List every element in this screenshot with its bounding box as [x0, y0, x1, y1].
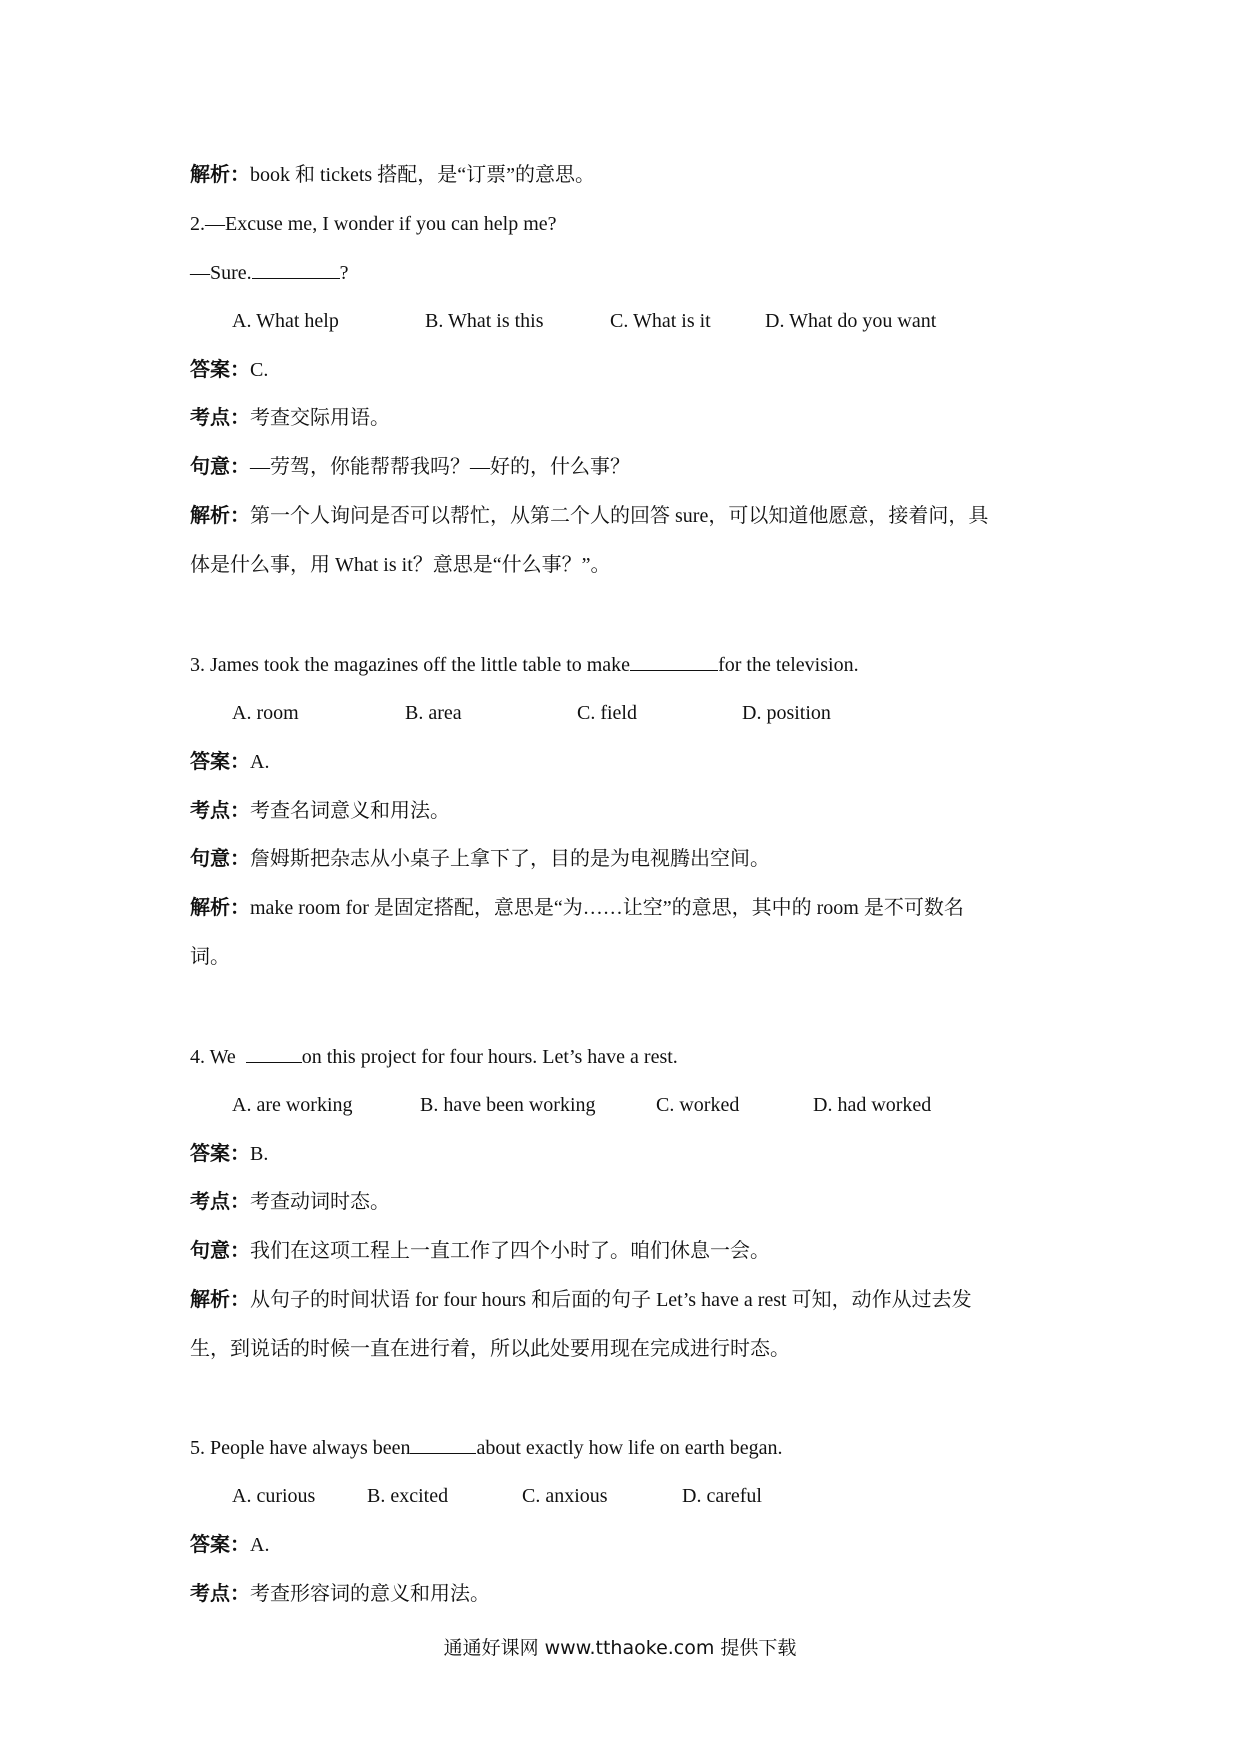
q4-analysis-cont: 生，到说话的时候一直在进行着，所以此处要用现在完成进行时态。: [190, 1338, 790, 1360]
q2-option-c: C. What is it: [610, 310, 711, 332]
test-point-text: 考查形容词的意义和用法。: [250, 1583, 490, 1605]
q2-meaning: [190, 453, 630, 481]
q2-test-point: [190, 404, 390, 432]
q4-test-point: [190, 1188, 390, 1216]
q2-option-d: D. What do you want: [765, 310, 937, 332]
meaning-text: 我们在这项工程上一直工作了四个小时了。咱们休息一会。: [250, 1240, 770, 1262]
q1-analysis: [190, 161, 595, 189]
q2-stem: 2.—Excuse me, I wonder if you can help me?: [190, 213, 557, 235]
answer-label: 答案：: [190, 1143, 250, 1165]
test-point-label: 考点：: [190, 1191, 250, 1213]
stem-before: 5. People have always been: [190, 1437, 411, 1459]
stem-before: 3. James took the magazines off the little table to make: [190, 654, 631, 676]
test-point-label: 考点：: [190, 1583, 250, 1605]
q5-option-b: B. excited: [367, 1485, 449, 1507]
q3-option-b: B. area: [405, 702, 462, 724]
answer-text: A.: [250, 751, 270, 773]
analysis-text: 第一个人询问是否可以帮忙，从第二个人的回答 sure，可以知道他愿意，接着问，具: [250, 505, 989, 527]
answer-blank: [246, 1042, 302, 1063]
q3-stem: [190, 650, 859, 679]
reply-after: ?: [339, 262, 349, 284]
answer-label: 答案：: [190, 1534, 250, 1556]
stem-after: for the television.: [718, 654, 859, 676]
answer-blank: [410, 1433, 476, 1454]
answer-text: A.: [250, 1534, 270, 1556]
answer-blank: [630, 650, 718, 671]
q3-meaning: [190, 845, 770, 873]
q3-option-a: A. room: [232, 702, 299, 724]
q4-analysis: [190, 1286, 972, 1314]
meaning-text: —劳驾，你能帮帮我吗？—好的，什么事？: [250, 456, 630, 478]
q5-answer: [190, 1531, 269, 1559]
stem-after: on this project for four hours. Let’s have a rest.: [301, 1046, 678, 1068]
analysis-label: 解析：: [190, 897, 250, 919]
meaning-label: 句意：: [190, 848, 250, 870]
q3-option-d: D. position: [742, 702, 831, 724]
q4-meaning: [190, 1237, 770, 1265]
q3-analysis: [190, 894, 964, 922]
answer-blank: [252, 258, 340, 279]
test-point-text: 考查交际用语。: [250, 407, 390, 429]
test-point-label: 考点：: [190, 800, 250, 822]
q3-answer: [190, 748, 269, 776]
meaning-label: 句意：: [190, 456, 250, 478]
stem-before: 4. We: [190, 1046, 236, 1068]
q4-stem: [190, 1042, 678, 1071]
analysis-label: 解析：: [190, 164, 250, 186]
answer-text: B.: [250, 1143, 269, 1165]
q3-analysis-cont: 词。: [190, 946, 230, 968]
q3-test-point: [190, 797, 450, 825]
q4-option-d: D. had worked: [813, 1094, 932, 1116]
q3-option-c: C. field: [577, 702, 637, 724]
q4-option-c: C. worked: [656, 1094, 740, 1116]
q4-option-b: B. have been working: [420, 1094, 596, 1116]
test-point-label: 考点：: [190, 407, 250, 429]
analysis-label: 解析：: [190, 1289, 250, 1311]
q2-analysis: [190, 502, 988, 530]
answer-label: 答案：: [190, 751, 250, 773]
q2-reply: [190, 258, 349, 287]
answer-label: 答案：: [190, 359, 250, 381]
q5-option-a: A. curious: [232, 1485, 316, 1507]
test-point-text: 考查动词时态。: [250, 1191, 390, 1213]
q4-option-a: A. are working: [232, 1094, 353, 1116]
analysis-text: 从句子的时间状语 for four hours 和后面的句子 Let’s have a rest 可知，动作从过去发: [250, 1289, 972, 1311]
q2-option-a: A. What help: [232, 310, 339, 332]
q5-stem: [190, 1433, 782, 1462]
q5-option-d: D. careful: [682, 1485, 762, 1507]
analysis-label: 解析：: [190, 505, 250, 527]
answer-text: C.: [250, 359, 269, 381]
q5-option-c: C. anxious: [522, 1485, 608, 1507]
analysis-text: make room for 是固定搭配，意思是“为……让空”的意思，其中的 room 是不可数名: [250, 897, 964, 919]
q2-analysis-cont: 体是什么事，用 What is it？意思是“什么事？”。: [190, 554, 611, 576]
analysis-text: book 和 tickets 搭配，是“订票”的意思。: [250, 164, 595, 186]
reply-before: —Sure.: [190, 262, 252, 284]
q2-option-b: B. What is this: [425, 310, 544, 332]
meaning-label: 句意：: [190, 1240, 250, 1262]
page-footer: 通通好课网 www.tthaoke.com 提供下载: [443, 1637, 797, 1659]
meaning-text: 詹姆斯把杂志从小桌子上拿下了，目的是为电视腾出空间。: [250, 848, 770, 870]
stem-after: about exactly how life on earth began.: [476, 1437, 783, 1459]
q4-answer: [190, 1140, 268, 1168]
q2-answer: [190, 356, 268, 384]
q5-test-point: [190, 1580, 490, 1608]
test-point-text: 考查名词意义和用法。: [250, 800, 450, 822]
